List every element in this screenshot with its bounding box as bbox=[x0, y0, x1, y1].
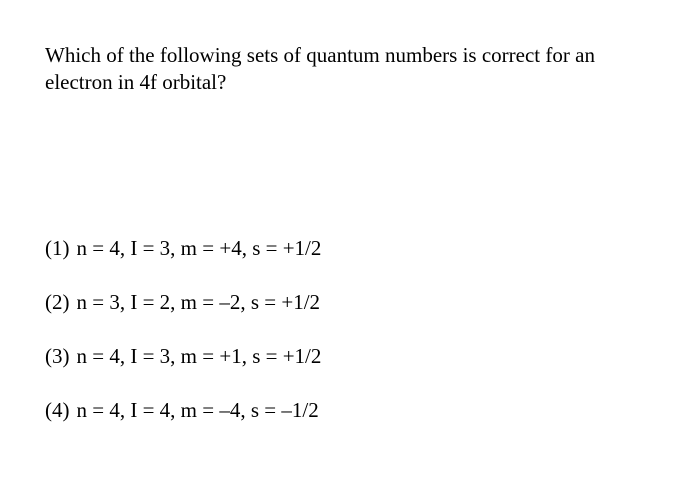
answer-option-2[interactable] bbox=[45, 288, 321, 316]
answer-option-4[interactable] bbox=[45, 396, 321, 424]
option-text: n = 4, I = 3, m = +4, s = +1/2 bbox=[76, 236, 322, 260]
answer-options-list bbox=[45, 234, 321, 450]
option-text: n = 4, I = 3, m = +1, s = +1/2 bbox=[76, 344, 322, 368]
answer-option-3[interactable] bbox=[45, 342, 321, 370]
option-text: n = 3, I = 2, m = –2, s = +1/2 bbox=[76, 290, 321, 314]
option-number: (3) bbox=[45, 344, 70, 368]
question-text: Which of the following sets of quantum numbers is correct for an electron in 4f orbital? bbox=[45, 43, 595, 94]
option-number: (1) bbox=[45, 236, 70, 260]
option-text: n = 4, I = 4, m = –4, s = –1/2 bbox=[76, 398, 319, 422]
option-number: (4) bbox=[45, 398, 70, 422]
answer-option-1[interactable] bbox=[45, 234, 321, 262]
option-number: (2) bbox=[45, 290, 70, 314]
